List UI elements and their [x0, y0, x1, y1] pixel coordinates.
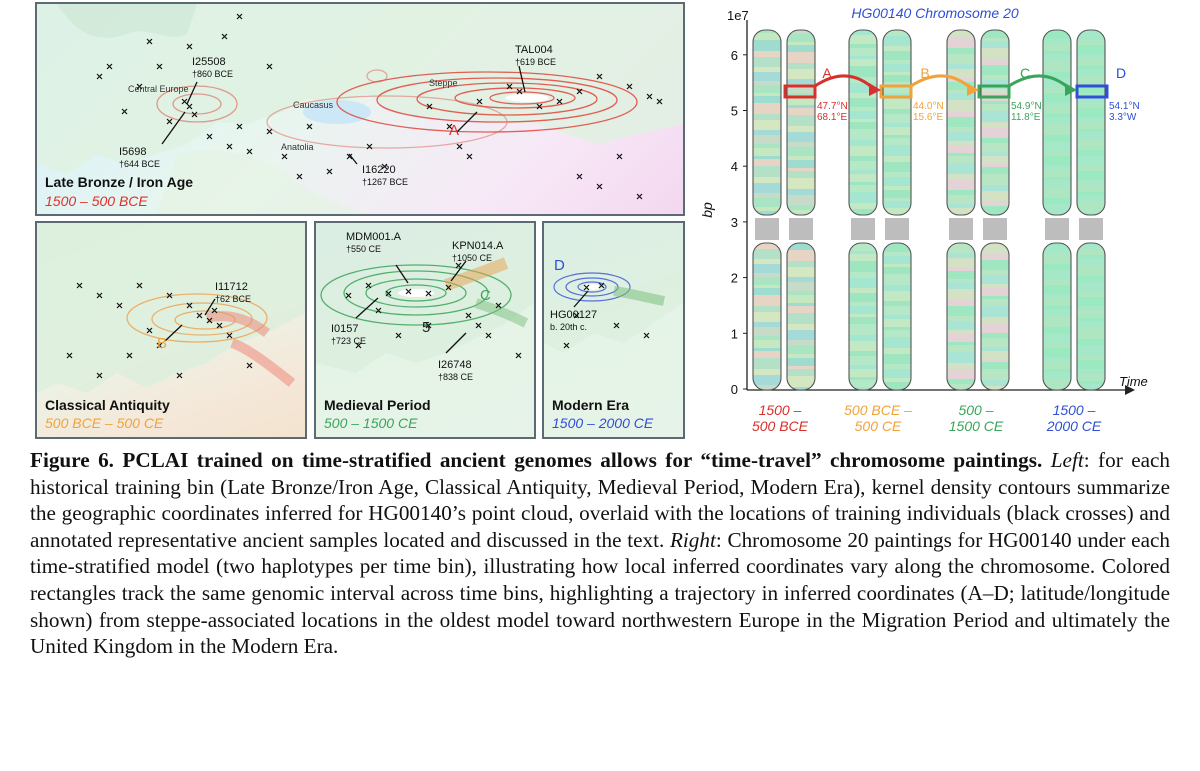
panel-range: 1500 – 2000 CE — [552, 415, 654, 431]
sample-label: I25508 †860 BCE — [192, 56, 234, 79]
y-tick-label: 0 — [730, 382, 738, 397]
coord-label: 54.9°N — [1011, 101, 1042, 112]
sample-label: I11712 †62 BCE — [215, 281, 252, 304]
map-modern-era — [542, 221, 685, 439]
chromosome-arm — [981, 243, 1009, 396]
sample-label: TAL004 †619 BCE — [515, 44, 557, 67]
y-tick-label: 4 — [730, 159, 738, 175]
coord-label: 47.7°N — [817, 101, 848, 112]
coord-label: 15.6°E — [913, 112, 944, 123]
time-bin-label: 1500 – 2000 CE — [1046, 402, 1102, 434]
centromere — [949, 218, 973, 240]
chromosome-arm — [849, 243, 877, 398]
trajectory-letter: B — [920, 65, 930, 81]
centromere — [1045, 218, 1069, 240]
centromere — [1079, 218, 1103, 240]
y-tick-label: 5 — [730, 103, 738, 119]
chromosome-arm — [753, 243, 781, 390]
sample-label: I5698 †644 BCE — [119, 146, 161, 169]
x-axis-label: Time — [1119, 374, 1148, 389]
panel-range: 500 BCE – 500 CE — [45, 415, 164, 431]
map-medieval-period — [314, 221, 536, 439]
coord-label: 44.0°N — [913, 101, 944, 112]
panel-title: Medieval Period — [324, 397, 431, 413]
chromosome-plot — [695, 0, 1200, 440]
centromere — [755, 218, 779, 240]
centromere — [789, 218, 813, 240]
region-central-europe: Central Europe — [128, 84, 189, 94]
coord-label: 54.1°N — [1109, 101, 1140, 112]
chromosome-paintings-panel — [695, 0, 1200, 440]
y-tick-label: 3 — [730, 214, 738, 230]
panel-range: 500 – 1500 CE — [324, 415, 418, 431]
panel-title: Classical Antiquity — [45, 397, 170, 413]
trajectory-letter: C — [1019, 65, 1031, 81]
caption-left-text: : for each historical training bin (Late Bronze/Iron Age, Classical Antiquity, Medieval Period, Modern Era), kernel density contours summarize the geographic coordinates inferred for HG00140’s point cloud, overlaid with the locations of training individuals (black crosses) and annotated representative ancient samples located and discussed in the text. — [30, 448, 1171, 552]
sample-label: HG00127 b. 20th c. — [550, 309, 598, 332]
caption-left-label: Left — [1050, 448, 1084, 472]
sample-label: I26748 †838 CE — [438, 359, 474, 382]
trajectory-letter: D — [1115, 65, 1127, 81]
region-caucasus: Caucasus — [293, 100, 334, 110]
chromosome-arm — [883, 243, 911, 390]
chromosome-arm — [753, 30, 781, 219]
caption-label: Figure 6. — [30, 448, 114, 472]
chromosome-arm — [947, 30, 975, 216]
region-anatolia: Anatolia — [281, 142, 314, 152]
chromosome-arm — [1043, 30, 1071, 219]
sample-label: I16220 †1267 BCE — [362, 164, 409, 187]
trajectory-letter-d: D — [554, 257, 565, 274]
coord-label: 68.1°E — [817, 112, 848, 123]
y-tick-label: 2 — [730, 270, 738, 286]
y-axis-label: bp — [699, 202, 715, 218]
caption-title: PCLAI trained on time-stratified ancient genomes allows for “time-travel” chromosome paintings — [122, 448, 1037, 472]
sample-label: KPN014.A †1050 CE — [452, 240, 504, 263]
chromosome-arm — [981, 30, 1009, 215]
time-bin-label: 500 – 1500 CE — [948, 402, 1004, 434]
map-number-label: 5 — [422, 319, 431, 336]
caption-right-label: Right — [669, 527, 716, 552]
chart-title: HG00140 Chromosome 20 — [851, 5, 1019, 21]
map-classical-antiquity — [35, 221, 307, 439]
centromere — [983, 218, 1007, 240]
chromosome-arm — [787, 243, 815, 393]
time-bin-label: 500 BCE – 500 CE — [844, 402, 912, 434]
caption-right-text: : Chromosome 20 paintings for HG00140 under each time-stratified model (two haplotypes per time bin), illustrating how local inferred coordinates vary along the chromosome. Colored rectangles track the same genomic interval across time bins, highlighting a trajectory in inferred coordinates (A–D; latitude/longitude shown) from steppe-associated locations in the oldest model toward northwestern Europe in the Migration Period and ultimately the United Kingdom in the Modern Era. — [30, 527, 1170, 659]
trajectory-letter-c: C — [480, 287, 491, 304]
time-bin-label: 1500 – 500 BCE — [751, 402, 809, 434]
coord-label: 3.3°W — [1109, 112, 1137, 123]
trajectory-letter-b: B — [157, 335, 168, 352]
sample-label: I0157 †723 CE — [331, 323, 367, 346]
sample-label: MDM001.A †550 CE — [346, 231, 402, 254]
chromosome-arm — [849, 30, 877, 219]
y-tick-label: 1 — [730, 326, 738, 342]
map-late-bronze-iron-age — [35, 2, 685, 216]
chromosome-arm — [1077, 30, 1105, 219]
panel-title: Late Bronze / Iron Age — [45, 174, 194, 190]
figure-caption: Figure 6. PCLAI trained on time-stratified ancient genomes allows for “time-travel” chromosome paintings. Left: for each historical training bin (Late Bronze/Iron Age, Classical Antiquity, Medieval Period, Modern Era), kernel density contours summarize the geographic coordinates inferred for HG00140’s point cloud, overlaid with the locations of training individuals (black crosses) and annotated representative ancient samples located and discussed in the text. Right: Chromosome 20 paintings for HG00140 under each time-stratified model (two haplotypes per time bin), illustrating how local inferred coordinates vary along the chromosome. Colored rectangles track the same genomic interval across time bins, highlighting a trajectory in inferred coordinates (A–D; latitude/longitude shown) from steppe-associated locations in the oldest model toward northwestern Europe in the Migration Period and ultimately the United Kingdom in the Modern Era. — [30, 448, 1171, 659]
axis-exponent: 1e7 — [727, 8, 749, 23]
trajectory-letter-a: A — [449, 122, 460, 139]
chromosome-arm — [947, 243, 975, 393]
centromere — [851, 218, 875, 240]
trajectory-letter: A — [822, 65, 832, 81]
chromosome-arm — [787, 30, 815, 219]
chromosome-arm — [1077, 243, 1105, 391]
panel-range: 1500 – 500 BCE — [45, 193, 148, 209]
panel-title: Modern Era — [552, 397, 630, 413]
chromosome-arm — [883, 30, 911, 219]
centromere — [885, 218, 909, 240]
y-tick-label: 6 — [730, 47, 738, 63]
coord-label: 11.8°E — [1011, 112, 1041, 123]
region-steppe: Steppe — [429, 78, 458, 88]
chromosome-arm — [1043, 243, 1071, 390]
